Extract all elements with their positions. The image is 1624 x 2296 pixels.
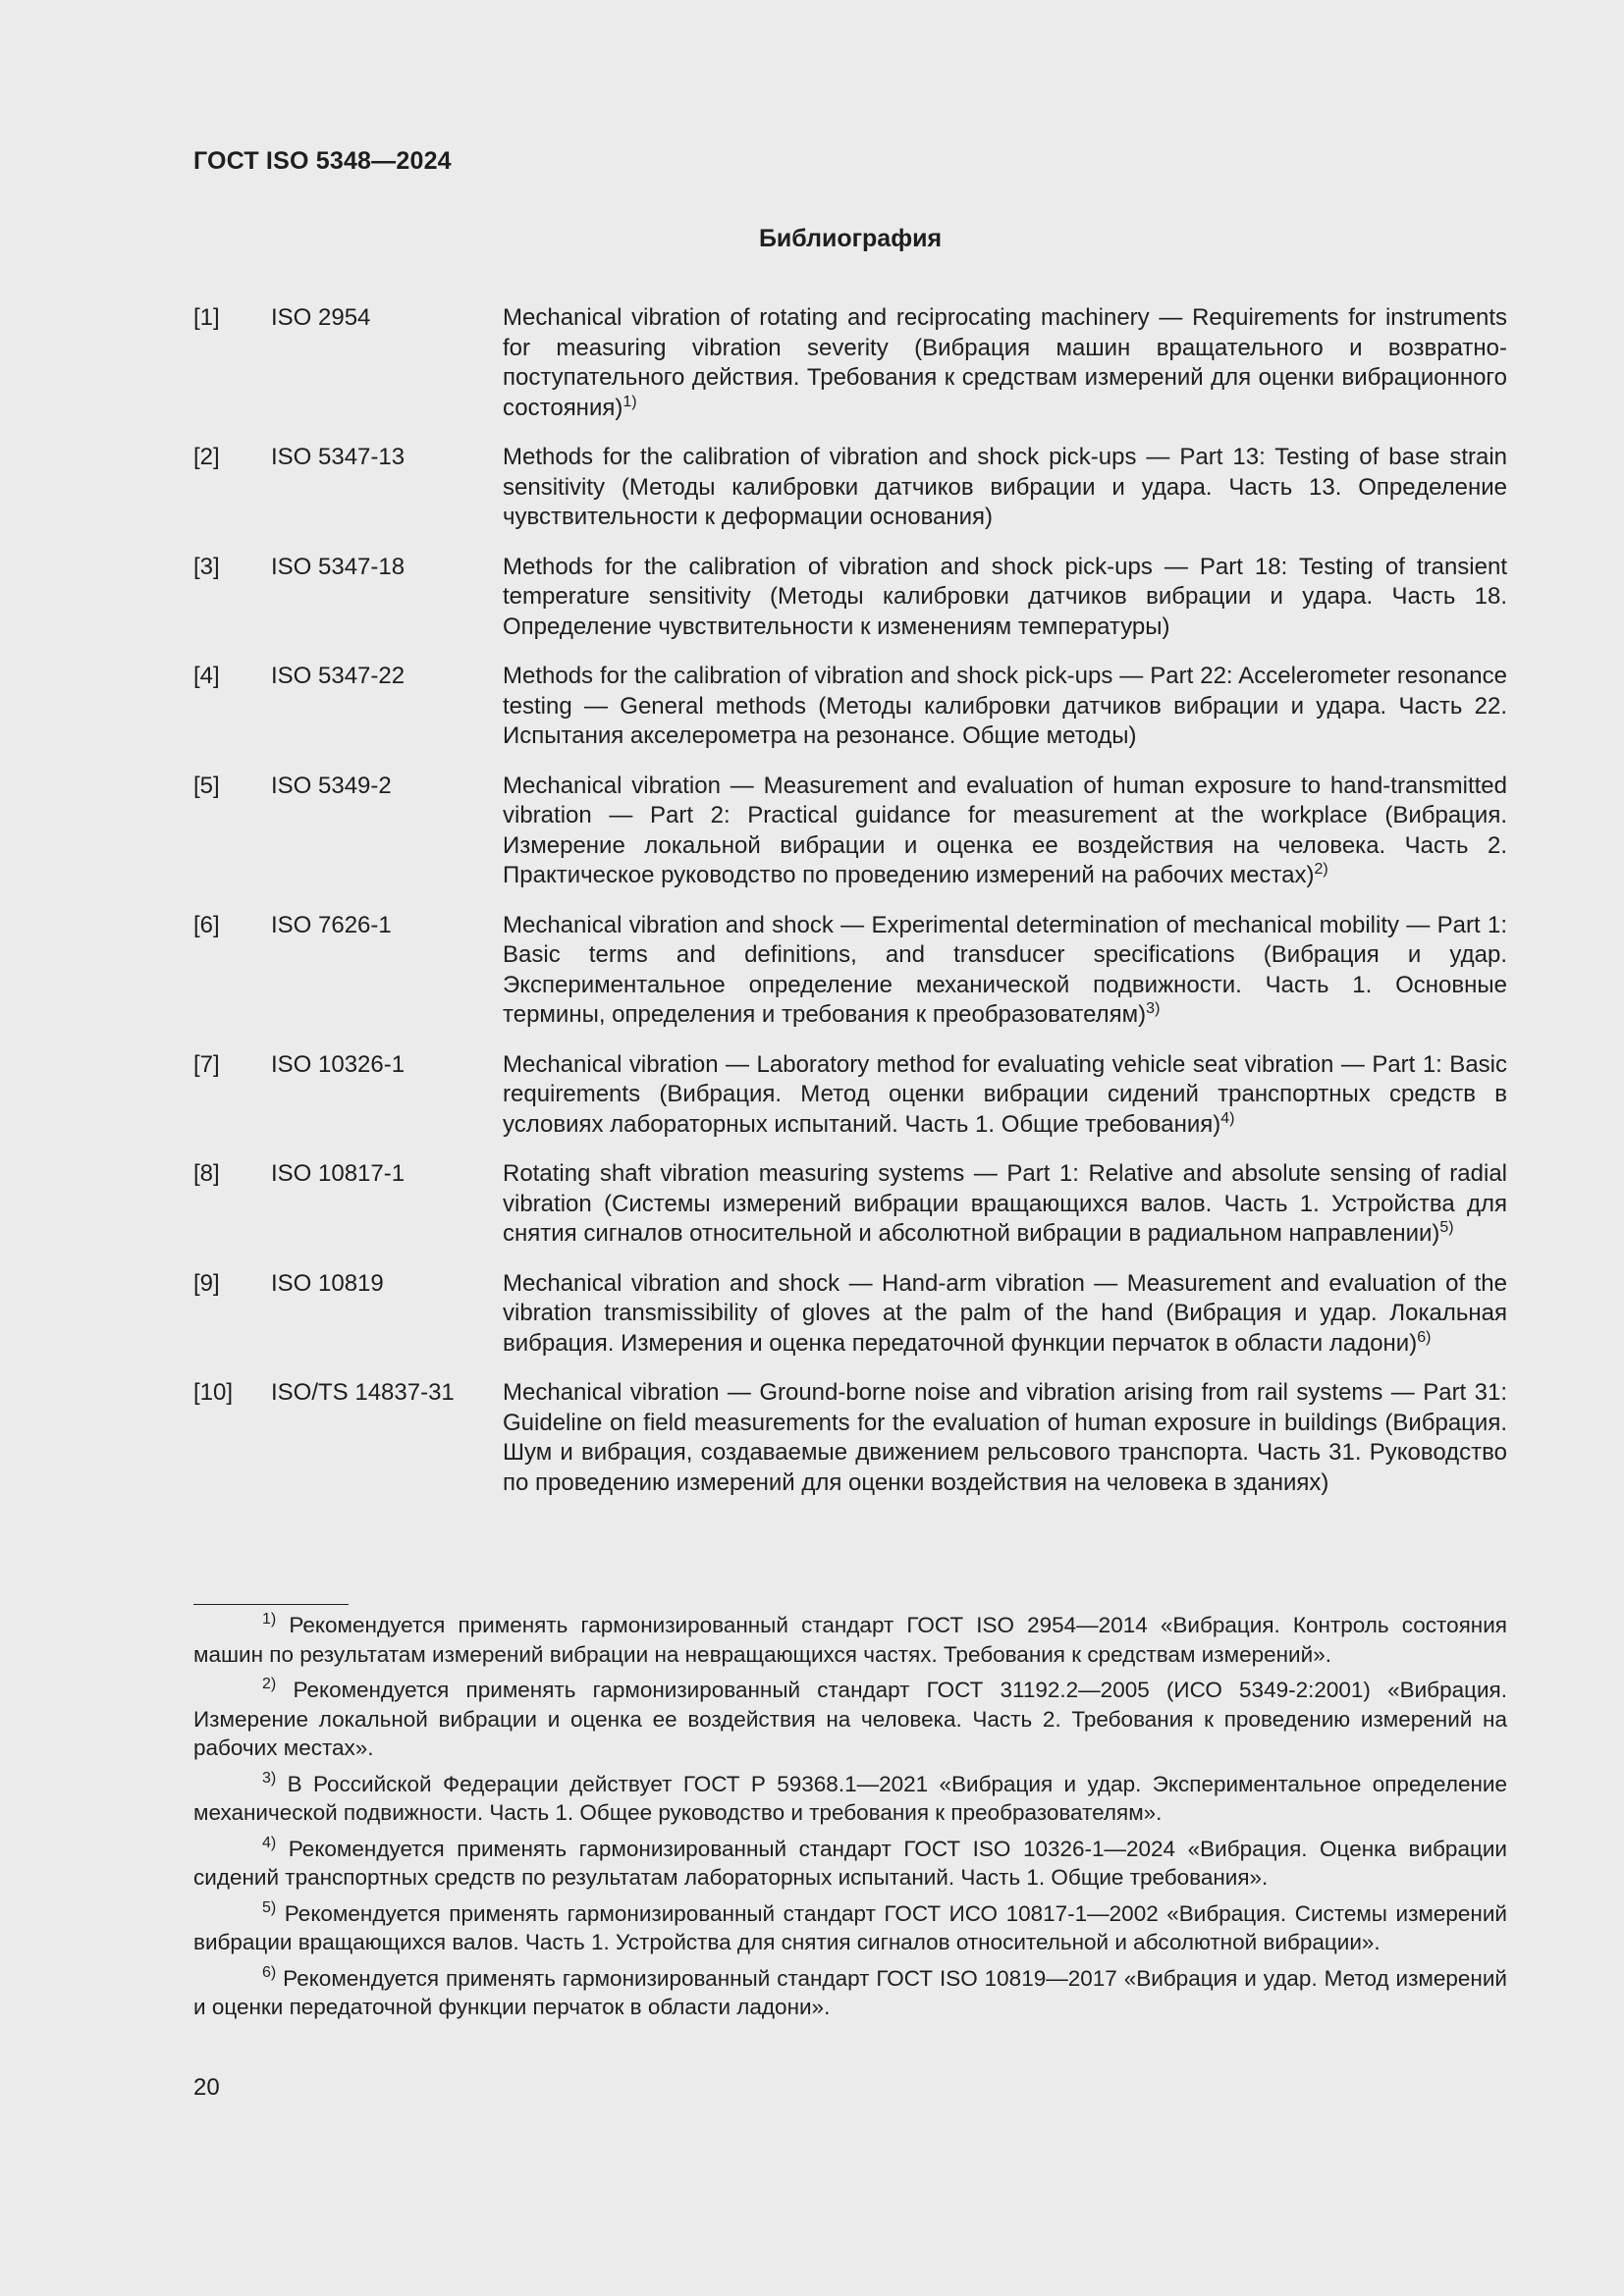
entry-standard-code: ISO 7626-1 [271, 911, 392, 938]
footnote [193, 1899, 1507, 1957]
bibliography-list [193, 303, 1507, 1518]
bibliography-entry [193, 1159, 1507, 1250]
entry-text: Mechanical vibration of rotating and reciprocating machinery — Requirements for instruments for measuring vibration severity (Вибрация машин вращательного и возвратно-поступательного действия. Требования к средствам измерений для оценки вибрационного состояния) [503, 304, 1507, 421]
bibliography-entry [193, 1050, 1507, 1141]
entry-number: [2] [193, 444, 220, 470]
entry-number: [6] [193, 911, 220, 938]
entry-text: Methods for the calibration of vibration and shock pick-ups — Part 18: Testing of transient temperature sensitivity (Методы калибровки датчиков вибрации и удара. Часть 18. Определение чувствительности к изменениям температуры) [503, 553, 1507, 640]
entry-standard-code: ISO 5349-2 [271, 772, 392, 799]
footnote-reference: 6) [1417, 1328, 1432, 1346]
document-page [193, 0, 1507, 2296]
footnote-text: Рекомендуется применять гармонизированный стандарт ГОСТ ISO 10819—2017 «Вибрация и удар. Метод измерений и оценки передаточной функции перчаток в области ладони». [193, 1965, 1507, 2019]
entry-description [503, 1050, 1507, 1141]
entry-description [503, 553, 1507, 643]
entry-number: [1] [193, 304, 220, 331]
entry-number: [8] [193, 1160, 220, 1187]
bibliography-entry [193, 1269, 1507, 1360]
footnote-mark: 5) [262, 1898, 277, 1916]
entry-description [503, 1378, 1507, 1498]
entry-standard-code: ISO 5347-22 [271, 663, 406, 689]
entry-text: Mechanical vibration — Laboratory method for evaluating vehicle seat vibration — Part 1: Basic requirements (Вибрация. Метод оценки вибрации сидений транспортных средств в условиях лабораторных испытаний. Часть 1. Общие требования) [503, 1050, 1507, 1138]
entry-description [503, 1269, 1507, 1360]
footnote-text: Рекомендуется применять гармонизированный стандарт ГОСТ ISO 2954—2014 «Вибрация. Контроль состояния машин по результатам измерений вибрации на невращающихся частях. Требования к средствам измерений». [193, 1613, 1507, 1667]
entry-standard-code: ISO 5347-18 [271, 553, 406, 580]
footnote-mark: 4) [262, 1834, 277, 1851]
footnote [193, 1770, 1507, 1828]
footnote-reference: 5) [1439, 1219, 1454, 1236]
bibliography-entry [193, 911, 1507, 1031]
bibliography-entry [193, 1378, 1507, 1498]
entry-description [503, 911, 1507, 1031]
entry-number: [9] [193, 1269, 220, 1297]
entry-standard-code: ISO/TS 14837-31 [271, 1379, 455, 1406]
entry-text: Mechanical vibration — Ground-borne noise and vibration arising from rail systems — Part 31: Guideline on field measurements for the evaluation of human exposure in buildings (Вибрация. Шум и вибрация, создаваемые движением рельсового транспорта. Часть 31. Руководство по проведению измерений для оценки воздействия на человека в зданиях) [503, 1379, 1507, 1496]
entry-number: [5] [193, 772, 220, 799]
entry-description [503, 1159, 1507, 1250]
footnote-mark: 3) [262, 1769, 277, 1787]
bibliography-entry [193, 553, 1507, 643]
footnote-mark: 1) [262, 1611, 277, 1628]
footnote-mark: 6) [262, 1963, 277, 1981]
entry-number: [3] [193, 553, 220, 580]
entry-text: Methods for the calibration of vibration and shock pick-ups — Part 22: Accelerometer resonance testing — General methods (Методы калибровки датчиков вибрации и удара. Часть 22. Испытания акселерометра на резонансе. Общие методы) [503, 663, 1507, 749]
entry-standard-code: ISO 10326-1 [271, 1050, 406, 1078]
footnote-reference: 4) [1220, 1109, 1235, 1127]
footnote [193, 1835, 1507, 1893]
footnote [193, 1964, 1507, 2022]
entry-number: [4] [193, 663, 220, 689]
entry-number: [10] [193, 1379, 234, 1406]
bibliography-entry [193, 772, 1507, 891]
footnote-reference: 2) [1314, 861, 1328, 878]
entry-number: [7] [193, 1050, 220, 1078]
entry-description [503, 772, 1507, 891]
page-number: 20 [193, 2074, 220, 2101]
entry-text: Rotating shaft vibration measuring systems — Part 1: Relative and absolute sensing of radial vibration (Системы измерений вибрации вращающихся валов. Часть 1. Устройства для снятия сигналов относительной и абсолютной вибрации в радиальном направлении) [503, 1160, 1507, 1247]
footnote [193, 1676, 1507, 1763]
footnote-text: В Российской Федерации действует ГОСТ Р 59368.1—2021 «Вибрация и удар. Экспериментальное определение механической подвижности. Часть 1. Общее руководство и требования к преобразователям». [193, 1771, 1507, 1825]
entry-standard-code: ISO 2954 [271, 304, 371, 331]
entry-description [503, 303, 1507, 423]
bibliography-entry [193, 303, 1507, 423]
entry-standard-code: ISO 10817-1 [271, 1160, 406, 1187]
entry-text: Mechanical vibration — Measurement and evaluation of human exposure to hand-transmitted vibration — Part 2: Practical guidance for measurement at the workplace (Вибрация. Измерение локальной вибрации и оценка ее воздействия на человека. Часть 2. Практическое руководство по проведению измерений на рабочих местах) [503, 772, 1507, 888]
section-title: Библиография [758, 225, 943, 252]
entry-text: Mechanical vibration and shock — Hand-arm vibration — Measurement and evaluation of the vibration transmissibility of gloves at the palm of the hand (Вибрация и удар. Локальная вибрация. Измерения и оценка передаточной функции перчаток в области ладони) [503, 1269, 1507, 1357]
footnote-mark: 2) [262, 1676, 277, 1692]
entry-text: Mechanical vibration and shock — Experimental determination of mechanical mobility — Part 1: Basic terms and definitions, and transducer specifications (Вибрация и удар. Экспериментальное определение механической подвижности. Часть 1. Основные термины, определения и требования к преобразователям) [503, 911, 1507, 1028]
footnote-text: Рекомендуется применять гармонизированный стандарт ГОСТ ISO 10326-1—2024 «Вибрация. Оценка вибрации сидений транспортных средств по результатам лабораторных испытаний. Часть 1. Общие требования». [193, 1836, 1507, 1890]
bibliography-entry [193, 443, 1507, 533]
entry-standard-code: ISO 5347-13 [271, 444, 406, 470]
entry-description [503, 662, 1507, 752]
entry-description [503, 443, 1507, 533]
footnote-text: Рекомендуется применять гармонизированный стандарт ГОСТ ИСО 10817-1—2002 «Вибрация. Системы измерений вибрации вращающихся валов. Часть 1. Устройства для снятия сигналов относительной и абсолютной вибрации». [193, 1900, 1507, 1954]
footnote-reference: 3) [1146, 1000, 1161, 1017]
footnote-reference: 1) [623, 393, 637, 410]
footnotes [193, 1611, 1507, 2029]
document-code-header: ГОСТ ISO 5348—2024 [193, 147, 452, 175]
entry-text: Methods for the calibration of vibration and shock pick-ups — Part 13: Testing of base strain sensitivity (Методы калибровки датчиков вибрации и удара. Часть 13. Определение чувствительности к деформации основания) [503, 444, 1507, 530]
entry-standard-code: ISO 10819 [271, 1269, 384, 1297]
footnote-separator [193, 1604, 349, 1605]
footnote-text: Рекомендуется применять гармонизированный стандарт ГОСТ 31192.2—2005 (ИСО 5349-2:2001) «Вибрация. Измерение локальной вибрации и оценка ее воздействия на человека. Часть 2. Требования к проведению измерений на рабочих местах». [193, 1678, 1507, 1760]
footnote [193, 1611, 1507, 1669]
bibliography-entry [193, 662, 1507, 752]
